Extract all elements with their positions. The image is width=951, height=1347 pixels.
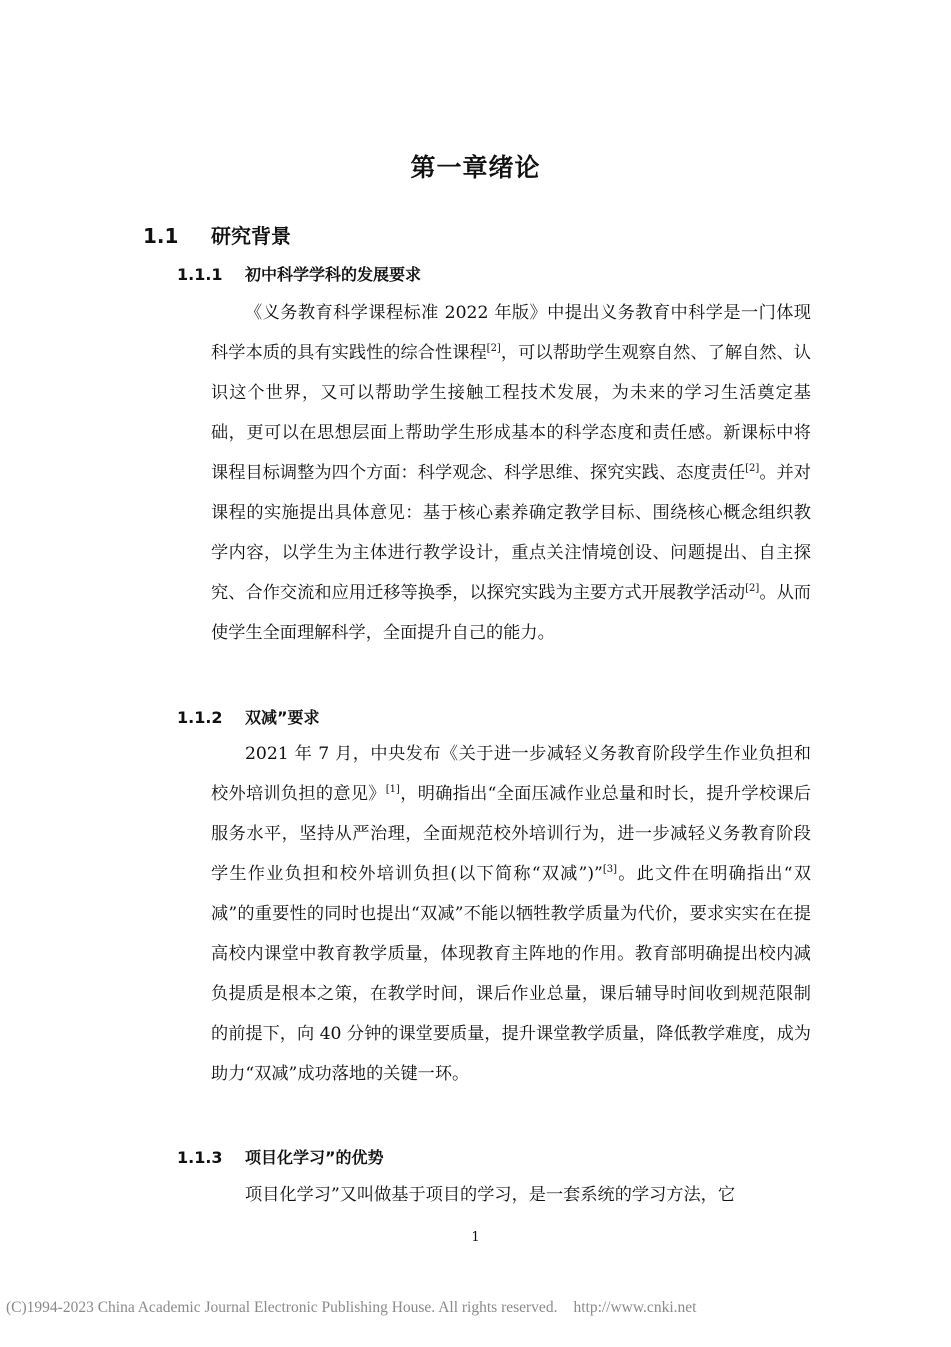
footer-url: http://www.cnki.net [573,1299,697,1316]
subsection-heading-3 [177,1145,384,1168]
paragraph-double-reduction [211,734,811,1094]
subsection-number: 1.1.1 [177,265,223,284]
paragraph-text: 。此文件在明确指出“双减”的重要性的同时也提出“双减”不能以牺牲教学质量为代价，要求实实在在提高校内课堂中教育教学质量，体现教育主阵地的作用。教育部明确提出校内减负提质是根本之策，在教学时间，课后作业总量，课后辅导时间收到规范限制的前提下，向 40 分钟的课堂要质量，提升课堂教学质量，降低教学难度，成为助力“双减”成功落地的关键一环。 [211,864,811,1084]
citation-ref: [1] [385,784,400,795]
copyright-footer [6,1299,946,1317]
subsection-title: 初中科学学科的发展要求 [245,265,422,284]
citation-ref: [3] [602,864,617,875]
citation-ref: [2] [745,463,760,474]
paragraph-subject-requirements [211,293,811,653]
copyright-text: (C)1994-2023 China Academic Journal Electronic Publishing House. All rights reserved. [6,1299,558,1316]
subsection-heading-1 [177,262,421,285]
subsection-number: 1.1.3 [177,1148,223,1167]
paragraph-text: ，可以帮助学生观察自然、了解自然、认识这个世界，又可以帮助学生接触工程技术发展，为未来的学习生活奠定基础，更可以在思想层面上帮助学生形成基本的科学态度和责任感。新课标中将课程目标调整为四个方面：科学观念、科学思维、探究实践、态度责任 [211,343,811,483]
section-heading [143,220,291,249]
subsection-title: 项目化学习”的优势 [245,1148,384,1167]
section-title: 研究背景 [211,224,291,248]
citation-ref: [2] [486,343,501,354]
section-number: 1.1 [143,224,179,248]
chapter-title: 第一章绪论 [410,153,541,182]
subsection-number: 1.1.2 [177,708,223,727]
paragraph-text: 项目化学习”又叫做基于项目的学习，是一套系统的学习方法，它 [245,1185,736,1205]
citation-ref: [2] [745,583,760,594]
page-number: 1 [471,1230,480,1245]
paragraph-text: 。从而使学生全面理解科学，全面提升自己的能力。 [211,583,811,643]
paragraph-text: 《义务教育科学课程标准 2022 年版》中提出义务教育中科学是一门体现科学本质的具有实践性的综合性课程 [211,303,811,363]
paragraph-text: ，明确指出“全面压减作业总量和时长，提升学校课后服务水平，坚持从严治理，全面规范校外培训行为，进一步减轻义务教育阶段学生作业负担和校外培训负担(以下简称“双减”)” [211,784,811,884]
subsection-heading-2 [177,705,320,728]
subsection-title: 双减”要求 [245,708,320,727]
paragraph-text: 。并对课程的实施提出具体意见：基于核心素养确定教学目标、围绕核心概念组织教学内容，以学生为主体进行教学设计，重点关注情境创设、问题提出、自主探究、合作交流和应用迁移等换季，以探究实践为主要方式开展教学活动 [211,463,811,603]
paragraph-project-learning [211,1175,811,1215]
paragraph-text: 2021 年 7 月，中央发布《关于进一步减轻义务教育阶段学生作业负担和校外培训负担的意见》 [211,744,811,804]
